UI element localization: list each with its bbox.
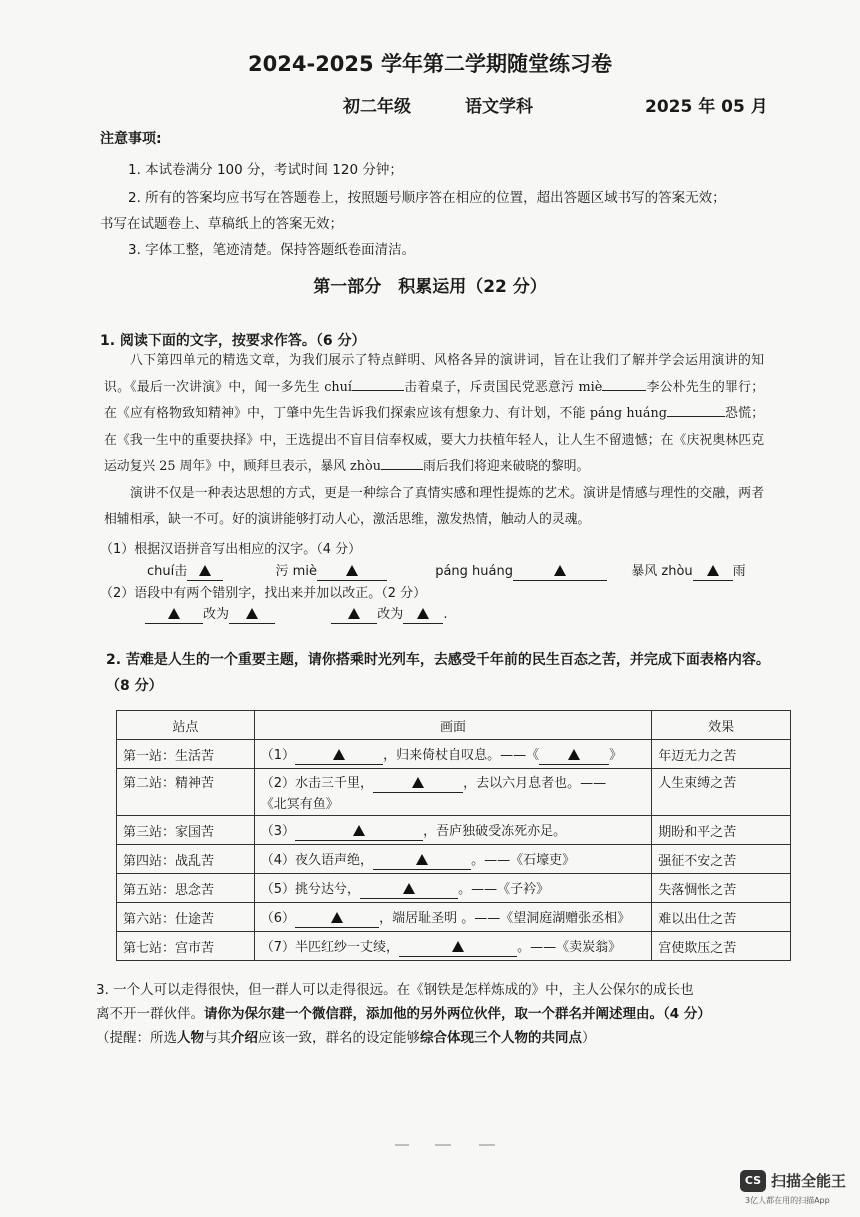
answer-blank[interactable] [373,776,463,793]
scene-text: （6） [260,910,296,926]
scene-text: （2）水击三千里， [260,776,374,791]
triangle-marker-icon [331,912,343,923]
q3-task: 请你为保尔建一个微信群，添加他的另外两位伙伴，取一个群名并阐述理由。（4 分） [204,1006,711,1022]
triangle-marker-icon [353,825,365,836]
triangle-marker-icon [707,565,719,576]
station-cell: 第五站：思念苦 [117,874,255,903]
effect-cell: 宫使欺压之苦 [652,932,791,961]
column-header: 站点 [117,711,255,740]
station-cell: 第七站：宫市苦 [117,932,255,961]
table-header-row [117,711,791,740]
grade-label: 初二年级 [343,97,411,117]
effect-cell: 失落惆怅之苦 [652,874,791,903]
watermark-tagline: 3亿人都在用的扫描App [745,1196,830,1205]
typo-blank[interactable] [331,607,377,624]
scene-cell [254,769,651,816]
triangle-marker-icon [403,883,415,894]
pinyin-blank [352,376,404,391]
triangle-marker-icon [568,749,580,760]
passage-text: 恐慌；在《我一生中的重要抉择》中，王选提出不盲目信奉权威，要大力扶植年轻人，让人生不留遗憾；在《庆祝奥林匹克运动复兴 25 周年》中，顾拜旦表示，暴风 zhòu [104,406,764,474]
correction-blank[interactable] [229,607,275,624]
effect-cell: 难以出仕之苦 [652,903,791,932]
effect-cell: 人生束缚之苦 [652,769,791,816]
pinyin-blank [602,376,646,391]
watermark-name: 扫描全能王 [771,1172,847,1190]
question-1-heading: 1. 阅读下面的文字，按要求作答。（6 分） [100,333,366,349]
passage-text: 八下第四单元的精选文章，为我们展示了特点鲜明、风格各异的演讲词，旨在让我们了解并学会运用演讲的知识。《最后一次讲演》中，闻一多先生 chuí [104,353,764,395]
answer-blank[interactable] [295,911,379,928]
footer-dash-icon [395,1142,505,1148]
table-row [117,932,791,961]
correction-blank[interactable] [403,607,443,624]
reading-passage [104,348,764,534]
note-item: 1. 本试卷满分 100 分，考试时间 120 分钟； [128,162,403,178]
passage-paragraph-1 [104,348,764,481]
q3-text: 与其 [204,1030,231,1046]
passage-text: 雨后我们将迎来破晓的黎明。 [422,459,590,474]
scene-text: 。——《子衿》 [458,881,550,897]
column-header: 效果 [652,711,791,740]
station-cell: 第六站：仕途苦 [117,903,255,932]
answer-blank[interactable] [399,940,517,957]
triangle-marker-icon [412,777,424,788]
passage-paragraph-2: 演讲不仅是一种表达思想的方式，更是一种综合了真情实感和理性提炼的艺术。演讲是情感与理性的交融，两者相辅相承，缺一不可。好的演讲能够打动人心，激活思维，激发热情，触动人的灵魂。 [104,485,764,527]
table-row [117,816,791,845]
poetry-table [116,710,791,961]
scene-cell [254,932,651,961]
pinyin-answer-row [147,560,746,581]
scene-text: （4）夜久语声绝， [260,852,374,868]
table-row [117,845,791,874]
camscanner-logo-icon: CS [740,1170,766,1192]
answer-blank[interactable] [187,564,223,581]
pinyin-prompt: 雨 [732,564,746,579]
note-item: 书写在试题卷上、草稿纸上的答案无效； [100,216,343,232]
table-row [117,874,791,903]
scene-cell [254,874,651,903]
scene-text: 》 [609,747,623,763]
question-2-heading: 2. 苦难是人生的一个重要主题，请你搭乘时光列车，去感受千年前的民生百态之苦，并完成下面表格内容。（8 分） [106,652,770,694]
scene-text: （5）挑兮达兮， [260,881,361,897]
change-to-label: 改为 [203,607,230,622]
question-3-line [96,1002,796,1026]
q3-emphasis: 人物 [177,1030,204,1046]
q3-text: 离不开一群伙伴。 [96,1006,204,1022]
sub-question-1: （1）根据汉语拼音写出相应的汉字。（4 分） [100,542,362,557]
scene-text: ，归来倚杖自叹息。——《 [383,747,540,763]
part-title: 第一部分 积累运用（22 分） [313,277,547,297]
scene-text: 。——《卖炭翁》 [517,939,622,955]
pinyin-blank [381,455,423,470]
effect-cell: 期盼和平之苦 [652,816,791,845]
answer-blank[interactable] [360,882,458,899]
station-cell: 第三站：家国苦 [117,816,255,845]
q3-emphasis: 综合体现三个人物的共同点 [420,1030,582,1046]
pinyin-prompt: chuí击 [147,564,188,579]
notes-heading: 注意事项: [100,131,162,147]
triangle-marker-icon [452,941,464,952]
triangle-marker-icon [554,565,566,576]
q3-emphasis: 介绍 [231,1030,258,1046]
scene-text: ，吾庐独破受冻死亦足。 [423,823,567,839]
passage-text: 击着桌子，斥责国民党恶意污 miè [403,379,603,395]
question-3-hint [96,1026,796,1050]
table-row [117,769,791,816]
station-cell: 第四站：战乱苦 [117,845,255,874]
passage-text: 李公朴先生的罪行；在《应有格物致知精神》中，丁肇中先生告诉我们探索应该有想象力、有计划，不能 páng huáng [104,379,765,421]
scene-cell [254,816,651,845]
triangle-marker-icon [416,854,428,865]
scene-cell [254,740,651,769]
triangle-marker-icon [246,608,258,619]
effect-cell: 年迈无力之苦 [652,740,791,769]
question-3 [96,978,796,1050]
answer-blank[interactable] [513,564,607,581]
pinyin-prompt: 暴风 zhòu [631,564,693,579]
scene-text: （7）半匹红纱一丈绫， [260,939,400,955]
exam-date: 2025 年 05 月 [645,97,768,117]
pinyin-prompt: 污 miè [275,564,317,579]
scene-cell [254,903,651,932]
answer-blank[interactable] [693,564,733,581]
scene-text: 《北冥有鱼》 [260,797,339,812]
pinyin-prompt: páng huáng [435,564,513,579]
answer-blank[interactable] [317,564,387,581]
triangle-marker-icon [168,608,180,619]
effect-cell: 强征不安之苦 [652,845,791,874]
answer-blank[interactable] [295,824,423,841]
pinyin-blank [667,402,725,417]
typo-answer-row: 改为 改为 . [145,603,447,624]
note-item: 3. 字体工整，笔迹清楚。保持答题纸卷面清洁。 [128,242,416,258]
q3-text: ） [582,1030,596,1046]
table-row [117,903,791,932]
question-3-line: 3. 一个人可以走得很快，但一群人可以走得很远。在《钢铁是怎样炼成的》中，主人公保尔的成长也 [96,982,694,998]
scene-text: 。——《石壕吏》 [471,852,576,868]
scene-text: （3） [260,823,296,839]
exam-title: 2024-2025 学年第二学期随堂练习卷 [248,52,612,76]
sub-question-2: （2）语段中有两个错别字，找出来并加以改正。（2 分） [100,586,427,601]
station-cell: 第一站：生活苦 [117,740,255,769]
change-to-label: 改为 [377,607,404,622]
column-header: 画面 [254,711,651,740]
note-item: 2. 所有的答案均应书写在答题卷上，按照题号顺序答在相应的位置，超出答题区域书写的答案无效； [128,190,726,206]
triangle-marker-icon [346,565,358,576]
typo-blank[interactable] [145,607,203,624]
subject-label: 语文学科 [465,97,533,117]
q3-text: （提醒：所选 [96,1030,177,1046]
triangle-marker-icon [199,565,211,576]
scene-text: ，端居耻圣明 。——《望洞庭湖赠张丞相》 [379,910,631,926]
scene-cell [254,845,651,874]
triangle-marker-icon [417,608,429,619]
answer-blank[interactable] [373,853,471,870]
answer-blank[interactable] [295,748,383,765]
station-cell: 第二站：精神苦 [117,769,255,816]
scene-text: （1） [260,747,296,763]
q3-text: 应该一致，群名的设定能够 [258,1030,420,1046]
triangle-marker-icon [348,608,360,619]
page-footer-smudge [395,1140,505,1151]
triangle-marker-icon [333,749,345,760]
table-row [117,740,791,769]
answer-blank[interactable] [539,748,609,765]
scene-text: ，去以六月息者也。—— [463,776,607,791]
